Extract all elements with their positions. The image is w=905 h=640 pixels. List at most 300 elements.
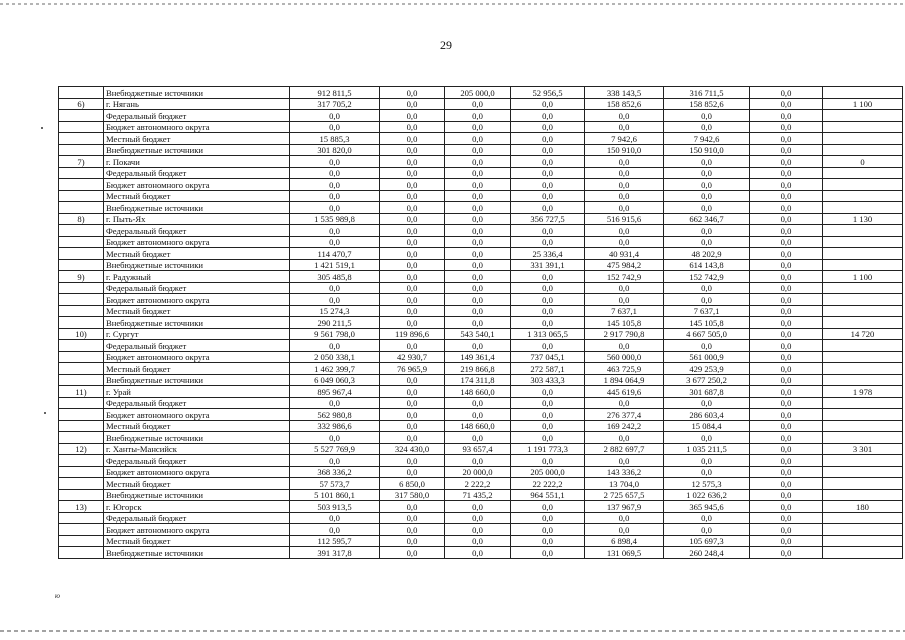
value-cell: 0,0: [750, 190, 823, 202]
table-row-town: [59, 386, 903, 398]
value-cell: 0,0: [511, 121, 585, 133]
row-number-cell: [59, 144, 104, 156]
row-number-cell: 10): [59, 328, 104, 340]
value-cell: 0,0: [445, 110, 511, 122]
value-cell: 0,0: [380, 259, 445, 271]
table-row: [59, 294, 903, 306]
row-name-cell: г. Ханты-Мансийск: [104, 443, 290, 455]
value-cell: 0,0: [511, 294, 585, 306]
value-cell: 0,0: [380, 397, 445, 409]
value-cell: 0,0: [585, 282, 664, 294]
row-name-cell: Бюджет автономного округа: [104, 524, 290, 536]
table-row: [59, 340, 903, 352]
value-cell: 0,0: [445, 501, 511, 513]
row-name-cell: Внебюджетные источники: [104, 259, 290, 271]
value-cell: 0,0: [585, 397, 664, 409]
row-name-cell: Местный бюджет: [104, 248, 290, 260]
value-cell: 7 637,1: [664, 305, 750, 317]
row-number-cell: [59, 535, 104, 547]
value-cell: 0,0: [290, 236, 380, 248]
row-name-cell: Федеральный бюджет: [104, 282, 290, 294]
value-cell: 0,0: [750, 328, 823, 340]
value-cell: 317 705,2: [290, 98, 380, 110]
value-cell: 0,0: [664, 236, 750, 248]
value-cell: 7 942,6: [585, 133, 664, 145]
value-cell: 158 852,6: [664, 98, 750, 110]
value-cell: 0,0: [585, 156, 664, 168]
table-row: [59, 144, 903, 156]
value-cell: 429 253,9: [664, 363, 750, 375]
value-cell: 13 704,0: [585, 478, 664, 490]
value-cell: 286 603,4: [664, 409, 750, 421]
extra-value-cell: [823, 374, 903, 386]
value-cell: 205 000,0: [511, 466, 585, 478]
table-row: [59, 110, 903, 122]
value-cell: 0,0: [380, 202, 445, 214]
table-row: [59, 282, 903, 294]
value-cell: 0,0: [445, 236, 511, 248]
value-cell: 0,0: [750, 340, 823, 352]
row-name-cell: г. Пыть-Ях: [104, 213, 290, 225]
value-cell: 895 967,4: [290, 386, 380, 398]
table-row-town: [59, 213, 903, 225]
table-row: [59, 248, 903, 260]
value-cell: 93 657,4: [445, 443, 511, 455]
value-cell: 0,0: [290, 190, 380, 202]
value-cell: 562 980,8: [290, 409, 380, 421]
value-cell: 9 561 798,0: [290, 328, 380, 340]
value-cell: 0,0: [445, 156, 511, 168]
row-name-cell: Бюджет автономного округа: [104, 236, 290, 248]
value-cell: 0,0: [750, 432, 823, 444]
table-row: [59, 133, 903, 145]
row-name-cell: Федеральный бюджет: [104, 167, 290, 179]
extra-value-cell: [823, 466, 903, 478]
extra-value-cell: [823, 259, 903, 271]
table-row: [59, 202, 903, 214]
row-number-cell: [59, 202, 104, 214]
value-cell: 219 866,8: [445, 363, 511, 375]
value-cell: 0,0: [380, 98, 445, 110]
extra-value-cell: [823, 478, 903, 490]
value-cell: 0,0: [664, 156, 750, 168]
extra-value-cell: [823, 87, 903, 99]
row-name-cell: г. Югорск: [104, 501, 290, 513]
value-cell: 0,0: [290, 225, 380, 237]
extra-value-cell: [823, 121, 903, 133]
table-row: [59, 351, 903, 363]
table-row-town: [59, 98, 903, 110]
value-cell: 0,0: [290, 202, 380, 214]
value-cell: 0,0: [750, 213, 823, 225]
value-cell: 0,0: [380, 432, 445, 444]
value-cell: 0,0: [445, 271, 511, 283]
value-cell: 22 222,2: [511, 478, 585, 490]
row-name-cell: Федеральный бюджет: [104, 455, 290, 467]
table-row-town: [59, 271, 903, 283]
value-cell: 0,0: [445, 535, 511, 547]
value-cell: 0,0: [750, 87, 823, 99]
value-cell: 0,0: [445, 340, 511, 352]
value-cell: 0,0: [380, 374, 445, 386]
value-cell: 0,0: [750, 397, 823, 409]
row-number-cell: [59, 432, 104, 444]
value-cell: 0,0: [750, 374, 823, 386]
table-row-town: [59, 501, 903, 513]
value-cell: 0,0: [511, 225, 585, 237]
row-number-cell: 7): [59, 156, 104, 168]
row-number-cell: [59, 282, 104, 294]
value-cell: 0,0: [445, 409, 511, 421]
value-cell: 15 885,3: [290, 133, 380, 145]
value-cell: 52 956,5: [511, 87, 585, 99]
extra-value-cell: [823, 409, 903, 421]
extra-value-cell: [823, 167, 903, 179]
value-cell: 0,0: [664, 179, 750, 191]
value-cell: 1 462 399,7: [290, 363, 380, 375]
value-cell: 4 667 505,0: [664, 328, 750, 340]
value-cell: 0,0: [380, 501, 445, 513]
value-cell: 331 391,1: [511, 259, 585, 271]
row-name-cell: Бюджет автономного округа: [104, 466, 290, 478]
row-name-cell: г. Сургут: [104, 328, 290, 340]
value-cell: 0,0: [750, 179, 823, 191]
value-cell: 1 191 773,3: [511, 443, 585, 455]
value-cell: 0,0: [445, 179, 511, 191]
extra-value-cell: [823, 535, 903, 547]
value-cell: 0,0: [380, 190, 445, 202]
value-cell: 0,0: [445, 202, 511, 214]
value-cell: 0,0: [445, 524, 511, 536]
value-cell: 0,0: [664, 202, 750, 214]
row-number-cell: 8): [59, 213, 104, 225]
value-cell: 0,0: [290, 524, 380, 536]
row-number-cell: [59, 524, 104, 536]
row-number-cell: 12): [59, 443, 104, 455]
value-cell: 71 435,2: [445, 489, 511, 501]
value-cell: 3 677 250,2: [664, 374, 750, 386]
value-cell: 0,0: [750, 282, 823, 294]
value-cell: 0,0: [445, 397, 511, 409]
value-cell: 0,0: [664, 397, 750, 409]
row-name-cell: Федеральный бюджет: [104, 397, 290, 409]
value-cell: 516 915,6: [585, 213, 664, 225]
value-cell: 0,0: [585, 167, 664, 179]
table-row: [59, 236, 903, 248]
value-cell: 145 105,8: [585, 317, 664, 329]
value-cell: 0,0: [511, 340, 585, 352]
extra-value-cell: [823, 144, 903, 156]
value-cell: 0,0: [664, 282, 750, 294]
extra-value-cell: [823, 512, 903, 524]
row-number-cell: [59, 455, 104, 467]
extra-value-cell: [823, 489, 903, 501]
value-cell: 7 637,1: [585, 305, 664, 317]
value-cell: 0,0: [750, 133, 823, 145]
value-cell: 324 430,0: [380, 443, 445, 455]
table-row: [59, 167, 903, 179]
value-cell: 0,0: [511, 317, 585, 329]
table-row-town: [59, 443, 903, 455]
value-cell: 0,0: [511, 512, 585, 524]
value-cell: 0,0: [750, 110, 823, 122]
table-row: [59, 420, 903, 432]
extra-value-cell: [823, 363, 903, 375]
value-cell: 1 022 636,2: [664, 489, 750, 501]
row-number-cell: 13): [59, 501, 104, 513]
value-cell: 0,0: [445, 294, 511, 306]
value-cell: 0,0: [380, 271, 445, 283]
value-cell: 0,0: [380, 455, 445, 467]
extra-value-cell: [823, 420, 903, 432]
value-cell: 0,0: [750, 294, 823, 306]
value-cell: 561 000,9: [664, 351, 750, 363]
value-cell: 1 313 065,5: [511, 328, 585, 340]
extra-value-cell: 0: [823, 156, 903, 168]
value-cell: 0,0: [380, 144, 445, 156]
value-cell: 0,0: [511, 432, 585, 444]
value-cell: 0,0: [511, 547, 585, 559]
value-cell: 912 811,5: [290, 87, 380, 99]
row-number-cell: [59, 259, 104, 271]
table-row: [59, 547, 903, 559]
value-cell: 6 850,0: [380, 478, 445, 490]
scan-edge-top: [0, 3, 905, 5]
row-name-cell: г. Покачи: [104, 156, 290, 168]
value-cell: 305 485,8: [290, 271, 380, 283]
extra-value-cell: [823, 317, 903, 329]
value-cell: 0,0: [750, 156, 823, 168]
value-cell: 0,0: [664, 512, 750, 524]
row-number-cell: [59, 409, 104, 421]
value-cell: 0,0: [380, 386, 445, 398]
value-cell: 6 049 060,3: [290, 374, 380, 386]
row-number-cell: [59, 547, 104, 559]
value-cell: 0,0: [445, 317, 511, 329]
value-cell: 0,0: [585, 179, 664, 191]
row-name-cell: Внебюджетные источники: [104, 374, 290, 386]
value-cell: 0,0: [664, 294, 750, 306]
value-cell: 0,0: [290, 340, 380, 352]
row-number-cell: [59, 374, 104, 386]
value-cell: 0,0: [380, 87, 445, 99]
value-cell: 0,0: [750, 535, 823, 547]
value-cell: 15 274,3: [290, 305, 380, 317]
table-row: [59, 524, 903, 536]
value-cell: 0,0: [380, 110, 445, 122]
value-cell: 7 942,6: [664, 133, 750, 145]
value-cell: 145 105,8: [664, 317, 750, 329]
value-cell: 0,0: [380, 340, 445, 352]
value-cell: 0,0: [585, 225, 664, 237]
value-cell: 0,0: [750, 386, 823, 398]
scan-speck: [41, 127, 43, 129]
table-row: [59, 305, 903, 317]
value-cell: 0,0: [750, 351, 823, 363]
row-number-cell: [59, 420, 104, 432]
value-cell: 148 660,0: [445, 386, 511, 398]
value-cell: 0,0: [511, 386, 585, 398]
value-cell: 150 910,0: [664, 144, 750, 156]
value-cell: 614 143,8: [664, 259, 750, 271]
row-name-cell: Федеральный бюджет: [104, 340, 290, 352]
row-name-cell: Внебюджетные источники: [104, 202, 290, 214]
row-name-cell: г. Урай: [104, 386, 290, 398]
row-number-cell: [59, 294, 104, 306]
table-row: [59, 466, 903, 478]
value-cell: 475 984,2: [585, 259, 664, 271]
value-cell: 0,0: [750, 236, 823, 248]
value-cell: 0,0: [511, 167, 585, 179]
table-row: [59, 179, 903, 191]
value-cell: 112 595,7: [290, 535, 380, 547]
value-cell: 0,0: [445, 144, 511, 156]
value-cell: 15 084,4: [664, 420, 750, 432]
value-cell: 5 527 769,9: [290, 443, 380, 455]
value-cell: 0,0: [750, 167, 823, 179]
extra-value-cell: [823, 455, 903, 467]
value-cell: 276 377,4: [585, 409, 664, 421]
table-row: [59, 455, 903, 467]
value-cell: 25 336,4: [511, 248, 585, 260]
extra-value-cell: [823, 179, 903, 191]
value-cell: 0,0: [380, 466, 445, 478]
value-cell: 174 311,8: [445, 374, 511, 386]
scan-edge-bottom: [0, 630, 905, 632]
value-cell: 0,0: [511, 535, 585, 547]
value-cell: 463 725,9: [585, 363, 664, 375]
value-cell: 1 035 211,5: [664, 443, 750, 455]
value-cell: 0,0: [664, 524, 750, 536]
extra-value-cell: 180: [823, 501, 903, 513]
extra-value-cell: [823, 432, 903, 444]
value-cell: 0,0: [750, 305, 823, 317]
value-cell: 0,0: [380, 179, 445, 191]
extra-value-cell: [823, 225, 903, 237]
row-name-cell: Местный бюджет: [104, 420, 290, 432]
value-cell: 0,0: [750, 271, 823, 283]
extra-value-cell: [823, 282, 903, 294]
value-cell: 0,0: [750, 409, 823, 421]
value-cell: 0,0: [380, 248, 445, 260]
row-name-cell: Федеральный бюджет: [104, 110, 290, 122]
value-cell: 40 931,4: [585, 248, 664, 260]
value-cell: 0,0: [585, 236, 664, 248]
value-cell: 0,0: [664, 225, 750, 237]
extra-value-cell: [823, 547, 903, 559]
value-cell: 0,0: [511, 144, 585, 156]
value-cell: 272 587,1: [511, 363, 585, 375]
value-cell: 0,0: [511, 455, 585, 467]
value-cell: 301 820,0: [290, 144, 380, 156]
row-name-cell: Местный бюджет: [104, 535, 290, 547]
value-cell: 0,0: [380, 409, 445, 421]
value-cell: 445 619,6: [585, 386, 664, 398]
extra-value-cell: [823, 236, 903, 248]
value-cell: 0,0: [750, 121, 823, 133]
value-cell: 114 470,7: [290, 248, 380, 260]
row-number-cell: 11): [59, 386, 104, 398]
value-cell: 0,0: [511, 420, 585, 432]
value-cell: 356 727,5: [511, 213, 585, 225]
value-cell: 0,0: [585, 432, 664, 444]
value-cell: 169 242,2: [585, 420, 664, 432]
row-number-cell: [59, 351, 104, 363]
extra-value-cell: 14 720: [823, 328, 903, 340]
table-row: [59, 317, 903, 329]
value-cell: 1 535 989,8: [290, 213, 380, 225]
extra-value-cell: [823, 110, 903, 122]
value-cell: 737 045,1: [511, 351, 585, 363]
value-cell: 0,0: [750, 225, 823, 237]
value-cell: 0,0: [380, 167, 445, 179]
value-cell: 332 986,6: [290, 420, 380, 432]
value-cell: 0,0: [664, 167, 750, 179]
table-row: [59, 397, 903, 409]
extra-value-cell: [823, 397, 903, 409]
value-cell: 0,0: [445, 455, 511, 467]
value-cell: 0,0: [511, 179, 585, 191]
table-row: [59, 374, 903, 386]
value-cell: 0,0: [290, 294, 380, 306]
value-cell: 0,0: [585, 512, 664, 524]
value-cell: 0,0: [380, 547, 445, 559]
row-number-cell: [59, 121, 104, 133]
value-cell: 131 069,5: [585, 547, 664, 559]
value-cell: 2 050 338,1: [290, 351, 380, 363]
value-cell: 152 742,9: [585, 271, 664, 283]
value-cell: 0,0: [585, 294, 664, 306]
value-cell: 0,0: [445, 213, 511, 225]
scan-speck: [44, 412, 46, 414]
value-cell: 543 540,1: [445, 328, 511, 340]
table-row: [59, 535, 903, 547]
row-number-cell: [59, 305, 104, 317]
row-name-cell: Федеральный бюджет: [104, 225, 290, 237]
row-number-cell: [59, 236, 104, 248]
extra-value-cell: [823, 524, 903, 536]
value-cell: 0,0: [511, 501, 585, 513]
value-cell: 0,0: [445, 259, 511, 271]
value-cell: 0,0: [445, 305, 511, 317]
value-cell: 0,0: [290, 121, 380, 133]
value-cell: 316 711,5: [664, 87, 750, 99]
row-name-cell: Внебюджетные источники: [104, 489, 290, 501]
value-cell: 0,0: [380, 294, 445, 306]
value-cell: 0,0: [750, 144, 823, 156]
value-cell: 0,0: [750, 512, 823, 524]
row-name-cell: Федеральный бюджет: [104, 512, 290, 524]
extra-value-cell: [823, 248, 903, 260]
value-cell: 0,0: [511, 409, 585, 421]
value-cell: 137 967,9: [585, 501, 664, 513]
value-cell: 260 248,4: [664, 547, 750, 559]
row-number-cell: [59, 87, 104, 99]
row-number-cell: [59, 512, 104, 524]
value-cell: 0,0: [585, 524, 664, 536]
row-name-cell: Внебюджетные источники: [104, 317, 290, 329]
value-cell: 0,0: [750, 443, 823, 455]
value-cell: 0,0: [445, 512, 511, 524]
row-number-cell: [59, 110, 104, 122]
value-cell: 0,0: [664, 110, 750, 122]
value-cell: 2 882 697,7: [585, 443, 664, 455]
value-cell: 0,0: [511, 98, 585, 110]
row-name-cell: Местный бюджет: [104, 305, 290, 317]
value-cell: 205 000,0: [445, 87, 511, 99]
value-cell: 0,0: [380, 420, 445, 432]
value-cell: 152 742,9: [664, 271, 750, 283]
